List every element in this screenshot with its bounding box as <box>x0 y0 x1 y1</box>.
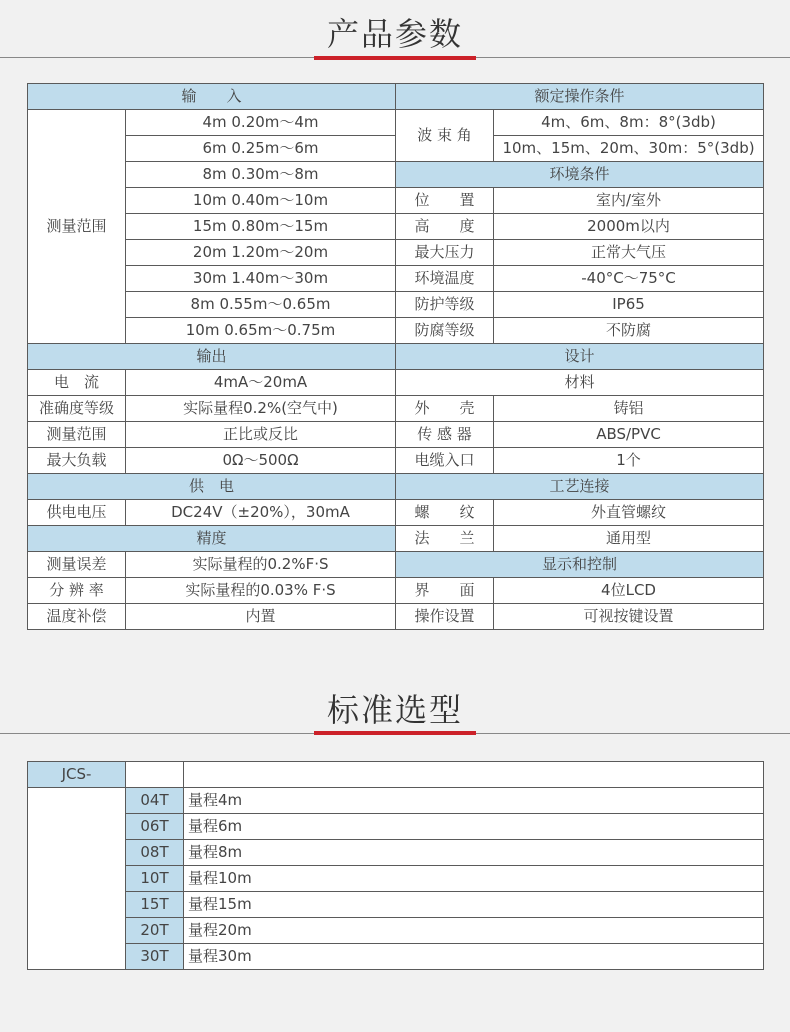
env-value: 不防腐 <box>494 318 764 344</box>
model-code: 20T <box>126 918 184 944</box>
output-key: 准确度等级 <box>28 396 126 422</box>
conditions-header: 额定操作条件 <box>396 84 764 110</box>
env-value: -40°C～75°C <box>494 266 764 292</box>
design-key: 外 壳 <box>396 396 494 422</box>
model-desc: 量程6m <box>184 814 764 840</box>
model-code: 04T <box>126 788 184 814</box>
range-cell: 15m 0.80m～15m <box>126 214 396 240</box>
precision-header: 精度 <box>28 526 396 552</box>
output-key: 最大负载 <box>28 448 126 474</box>
display-key: 操作设置 <box>396 604 494 630</box>
range-cell: 20m 1.20m～20m <box>126 240 396 266</box>
env-key: 最大压力 <box>396 240 494 266</box>
selection-table <box>27 761 764 970</box>
beam-angle-label: 波 束 角 <box>396 110 494 162</box>
design-value: 铸铝 <box>494 396 764 422</box>
model-prefix: JCS- <box>28 762 126 788</box>
range-cell: 8m 0.55m～0.65m <box>126 292 396 318</box>
precision-key: 测量误差 <box>28 552 126 578</box>
precision-value: 内置 <box>126 604 396 630</box>
model-desc: 量程30m <box>184 944 764 970</box>
design-header: 设计 <box>396 344 764 370</box>
range-cell: 8m 0.30m～8m <box>126 162 396 188</box>
environment-header: 环境条件 <box>396 162 764 188</box>
input-header: 输 入 <box>28 84 396 110</box>
precision-value: 实际量程的0.03% F·S <box>126 578 396 604</box>
model-code: 08T <box>126 840 184 866</box>
connection-value: 通用型 <box>494 526 764 552</box>
power-key: 供电电压 <box>28 500 126 526</box>
model-desc: 量程15m <box>184 892 764 918</box>
design-key: 电缆入口 <box>396 448 494 474</box>
range-cell: 10m 0.40m～10m <box>126 188 396 214</box>
precision-key: 分 辨 率 <box>28 578 126 604</box>
env-value: 室内/室外 <box>494 188 764 214</box>
output-value: 实际量程0.2%(空气中) <box>126 396 396 422</box>
connection-value: 外直管螺纹 <box>494 500 764 526</box>
process-connection-header: 工艺连接 <box>396 474 764 500</box>
env-key: 防腐等级 <box>396 318 494 344</box>
output-value: 0Ω～500Ω <box>126 448 396 474</box>
model-code: 30T <box>126 944 184 970</box>
title-accent-bar <box>314 56 476 60</box>
display-value: 4位LCD <box>494 578 764 604</box>
beam-angle-value: 10m、15m、20m、30m：5°(3db) <box>494 136 764 162</box>
model-code: 10T <box>126 866 184 892</box>
title-accent-bar <box>314 731 476 735</box>
env-key: 位 置 <box>396 188 494 214</box>
design-value: ABS/PVC <box>494 422 764 448</box>
precision-key: 温度补偿 <box>28 604 126 630</box>
env-value: 2000m以内 <box>494 214 764 240</box>
display-header: 显示和控制 <box>396 552 764 578</box>
model-desc: 量程10m <box>184 866 764 892</box>
range-cell: 10m 0.65m～0.75m <box>126 318 396 344</box>
display-key: 界 面 <box>396 578 494 604</box>
power-value: DC24V（±20%），30mA <box>126 500 396 526</box>
precision-value: 实际量程的0.2%F·S <box>126 552 396 578</box>
env-value: 正常大气压 <box>494 240 764 266</box>
range-label: 测量范围 <box>28 110 126 344</box>
model-code: 06T <box>126 814 184 840</box>
model-code: 15T <box>126 892 184 918</box>
section-title-selection: 标准选型 <box>326 691 463 729</box>
model-desc: 量程8m <box>184 840 764 866</box>
model-desc: 量程4m <box>184 788 764 814</box>
model-desc: 量程20m <box>184 918 764 944</box>
connection-key: 螺 纹 <box>396 500 494 526</box>
output-key: 电 流 <box>28 370 126 396</box>
design-value: 1个 <box>494 448 764 474</box>
env-key: 环境温度 <box>396 266 494 292</box>
output-value: 正比或反比 <box>126 422 396 448</box>
env-value: IP65 <box>494 292 764 318</box>
env-key: 防护等级 <box>396 292 494 318</box>
beam-angle-value: 4m、6m、8m：8°(3db) <box>494 110 764 136</box>
output-value: 4mA～20mA <box>126 370 396 396</box>
material-label: 材料 <box>396 370 764 396</box>
range-cell: 6m 0.25m～6m <box>126 136 396 162</box>
range-cell: 30m 1.40m～30m <box>126 266 396 292</box>
env-key: 高 度 <box>396 214 494 240</box>
section-title-params: 产品参数 <box>326 15 463 53</box>
display-value: 可视按键设置 <box>494 604 764 630</box>
output-header: 输出 <box>28 344 396 370</box>
blank-cell <box>184 762 764 788</box>
spec-table <box>27 83 764 630</box>
design-key: 传 感 器 <box>396 422 494 448</box>
power-header: 供 电 <box>28 474 396 500</box>
output-key: 测量范围 <box>28 422 126 448</box>
blank-cell <box>28 788 126 970</box>
connection-key: 法 兰 <box>396 526 494 552</box>
blank-cell <box>126 762 184 788</box>
range-cell: 4m 0.20m～4m <box>126 110 396 136</box>
